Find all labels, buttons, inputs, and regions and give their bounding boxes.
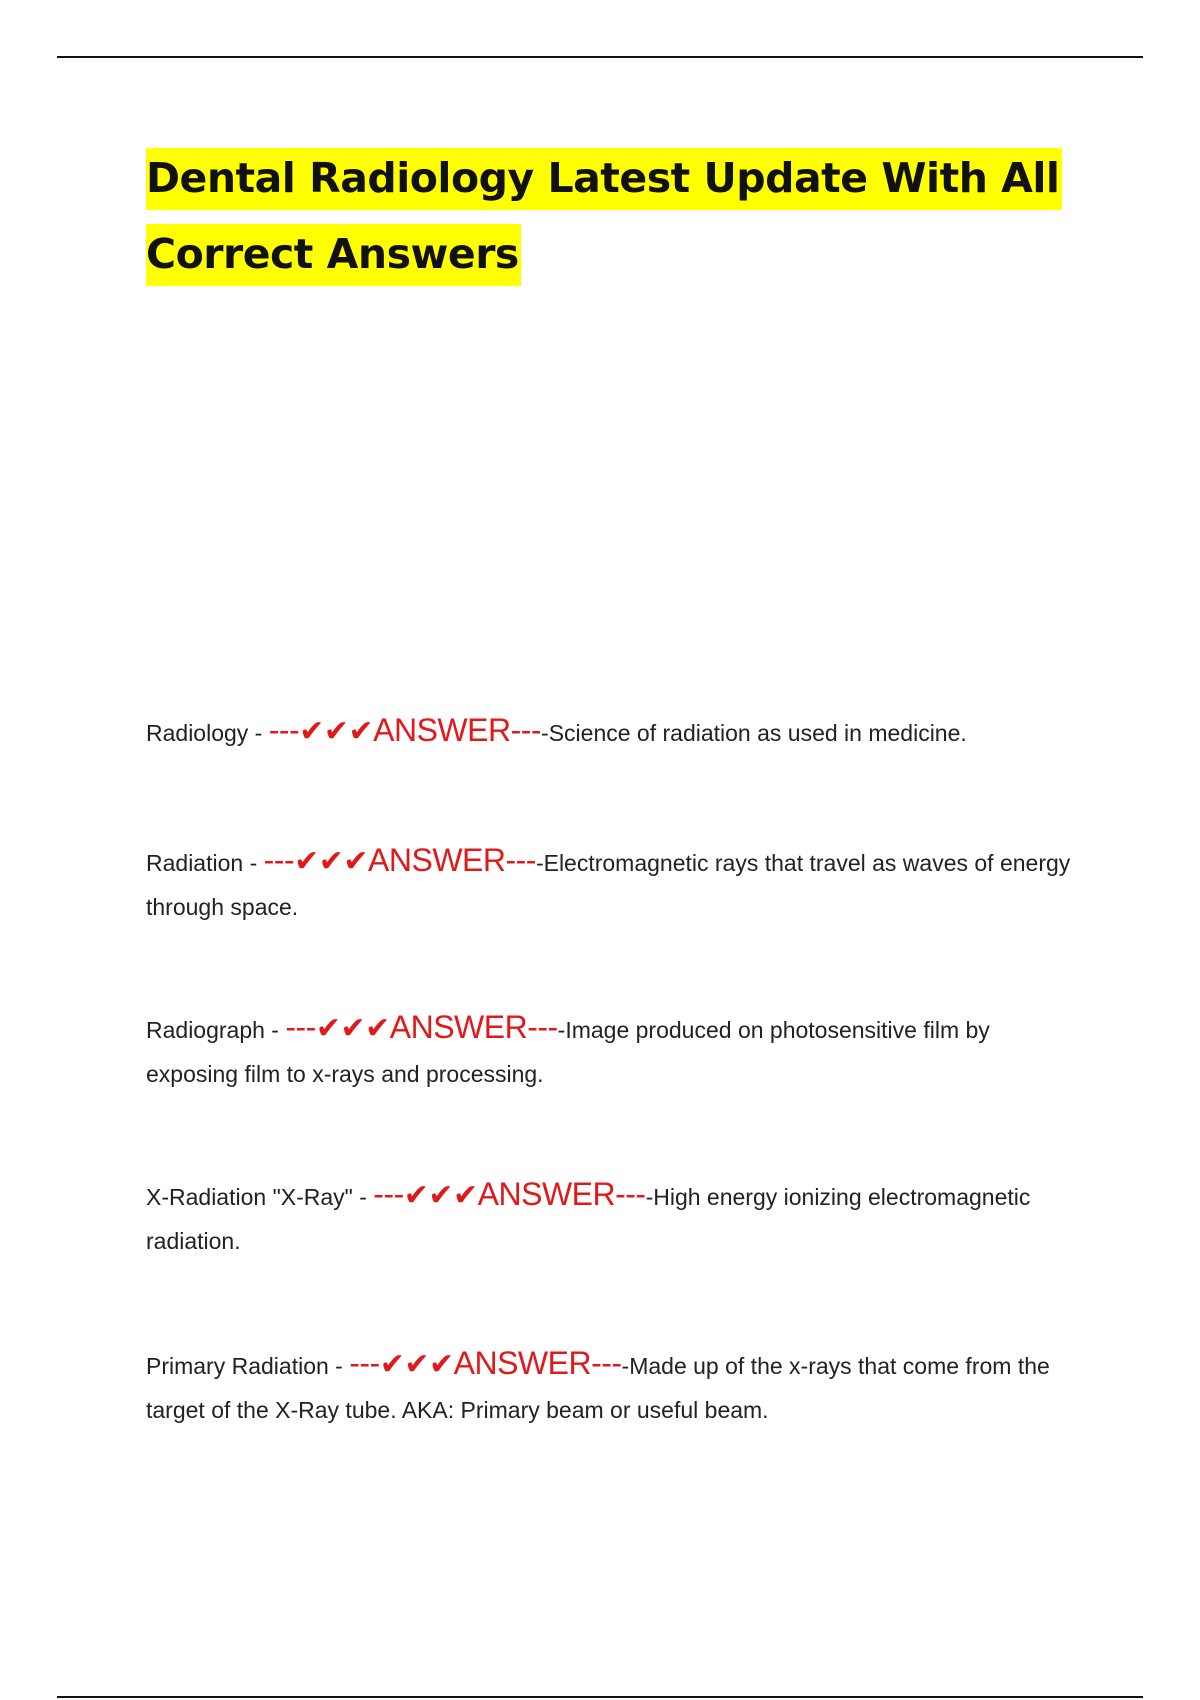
checkmarks-icon: ✔✔✔ — [379, 1348, 454, 1381]
checkmarks-icon: ✔✔✔ — [315, 1012, 390, 1045]
title-line-2: Correct Answers — [146, 224, 521, 286]
qa-entry-primary-radiation — [146, 1341, 1086, 1432]
answer-marker-word: ANSWER--- — [389, 1009, 558, 1045]
answer-marker-prefix: --- — [349, 1345, 380, 1381]
page-top-rule — [57, 56, 1143, 58]
title-line-1: Dental Radiology Latest Update With All — [146, 148, 1062, 210]
entry-definition: -Made up of the x-rays that come from the target of the X-Ray tube. AKA: Primary beam or useful beam. — [146, 1353, 1050, 1423]
qa-entry-radiation — [146, 838, 1086, 929]
entry-term: Primary Radiation - — [146, 1353, 350, 1379]
entry-definition: -Image produced on photosensitive film by exposing film to x-rays and processing. — [146, 1017, 990, 1087]
answer-marker-word: ANSWER--- — [477, 1176, 646, 1212]
checkmarks-icon: ✔✔✔ — [299, 715, 374, 748]
answer-marker-word: ANSWER--- — [368, 842, 536, 878]
qa-entry-x-radiation — [146, 1172, 1086, 1263]
answer-marker-prefix: --- — [268, 712, 300, 748]
qa-entry-radiology — [146, 708, 1086, 755]
answer-marker-prefix: --- — [285, 1009, 316, 1045]
entry-term: X-Radiation "X-Ray" - — [146, 1184, 374, 1210]
checkmarks-icon: ✔✔✔ — [294, 845, 369, 878]
entry-definition: -High energy ionizing electromagnetic radiation. — [146, 1184, 1031, 1254]
entry-definition: -Electromagnetic rays that travel as waves of energy through space. — [146, 850, 1071, 920]
answer-marker-word: ANSWER--- — [373, 712, 542, 748]
page-bottom-rule — [57, 1696, 1143, 1698]
entry-term: Radiograph - — [146, 1017, 286, 1043]
entry-term: Radiation - — [146, 850, 264, 876]
entry-definition: -Science of radiation as used in medicine. — [541, 720, 967, 746]
answer-marker-word: ANSWER--- — [453, 1345, 622, 1381]
answer-marker-prefix: --- — [263, 842, 295, 878]
answer-marker-prefix: --- — [373, 1176, 404, 1212]
qa-entry-radiograph — [146, 1005, 1086, 1096]
checkmarks-icon: ✔✔✔ — [403, 1179, 478, 1212]
document-title — [146, 140, 1146, 292]
entry-term: Radiology - — [146, 720, 269, 746]
